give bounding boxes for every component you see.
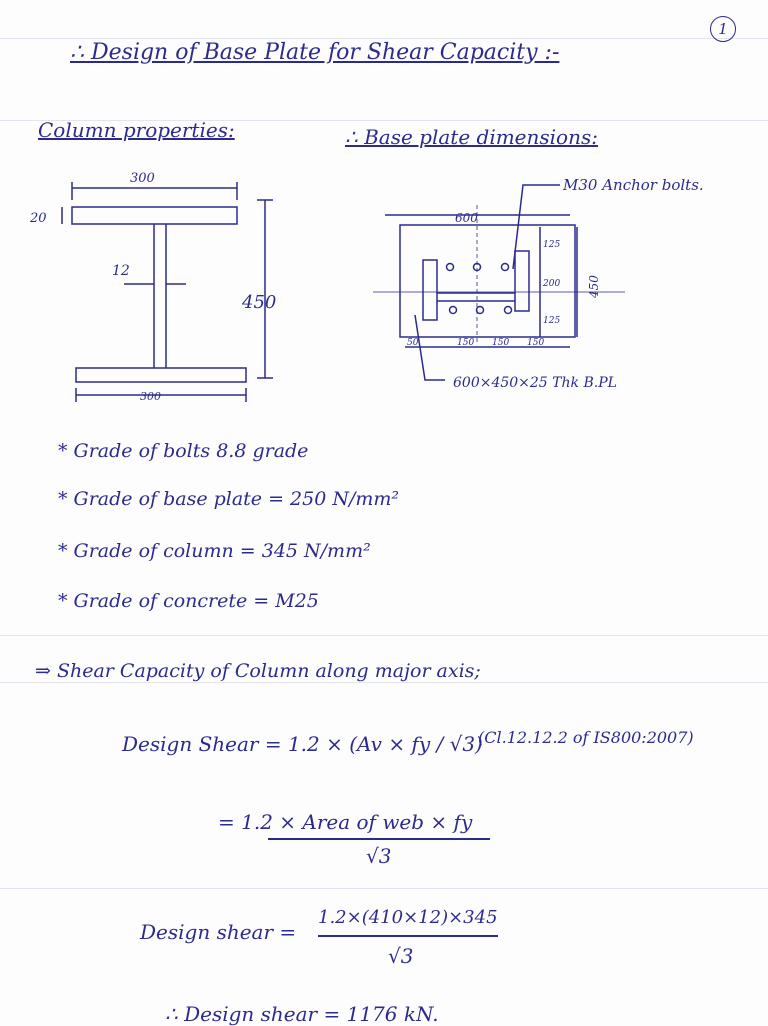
h-dim-label: 150 (457, 338, 475, 348)
top-flange-shape (72, 207, 237, 224)
plate-height-label: 450 (587, 275, 601, 298)
bolt-hole (502, 264, 509, 271)
column-properties-heading: Column properties: (38, 118, 235, 142)
flange-left-shape (423, 260, 437, 320)
design-shear-result: ∴ Design shear = 1176 kN. (165, 1002, 439, 1026)
ruled-line (0, 682, 768, 683)
shear-expression-denominator: √3 (366, 844, 392, 868)
v-dim-label: 200 (543, 279, 561, 289)
v-dim-label: 125 (543, 316, 561, 326)
grade-item: * Grade of base plate = 250 N/mm² (58, 488, 400, 510)
section-heading: ⇒ Shear Capacity of Column along major axis; (35, 660, 481, 682)
column-section-sketch (20, 160, 320, 410)
anchor-leader (513, 185, 560, 269)
bottom-flange-shape (76, 368, 246, 382)
flange-right-shape (515, 251, 529, 311)
page-number: 1 (710, 16, 736, 42)
code-reference: (Cl.12.12.2 of IS800:2007) (478, 728, 694, 747)
ruled-line (0, 635, 768, 636)
ruled-line (0, 888, 768, 889)
fraction-bar (268, 838, 490, 840)
ruled-line (0, 38, 768, 39)
bolt-hole (450, 307, 457, 314)
h-dim-label: 50 (407, 338, 419, 348)
grade-item: * Grade of concrete = M25 (58, 590, 319, 612)
bolt-hole (477, 307, 484, 314)
design-shear-denominator: √3 (388, 944, 414, 968)
depth-label: 450 (242, 292, 277, 313)
fraction-bar (318, 935, 498, 937)
design-shear-formula: Design Shear = 1.2 × (Av × fy / √3) (122, 732, 483, 756)
flange-width-bottom-label: 300 (140, 390, 161, 403)
plate-size-label: 600×450×25 Thk B.PL (453, 375, 617, 391)
bolt-hole (505, 307, 512, 314)
anchor-bolt-label: M30 Anchor bolts. (563, 176, 704, 194)
grade-item: * Grade of bolts 8.8 grade (58, 440, 309, 462)
design-shear-label: Design shear = (140, 920, 297, 944)
design-shear-numerator: 1.2×(410×12)×345 (318, 907, 498, 928)
flange-thk-label: 20 (30, 211, 47, 226)
web-thk-label: 12 (112, 263, 130, 279)
plate-width-label: 600 (455, 211, 478, 225)
page-title: ∴ Design of Base Plate for Shear Capacity :- (70, 40, 560, 65)
base-plate-heading: ∴ Base plate dimensions: (345, 125, 598, 149)
grade-item: * Grade of column = 345 N/mm² (58, 540, 371, 562)
flange-width-top-label: 300 (130, 171, 155, 186)
h-dim-label: 150 (527, 338, 545, 348)
v-dim-label: 125 (543, 240, 561, 250)
shear-expression-numerator: = 1.2 × Area of web × fy (218, 810, 473, 834)
base-plate-sketch (365, 165, 765, 395)
h-dim-label: 150 (492, 338, 510, 348)
bolt-hole (447, 264, 454, 271)
